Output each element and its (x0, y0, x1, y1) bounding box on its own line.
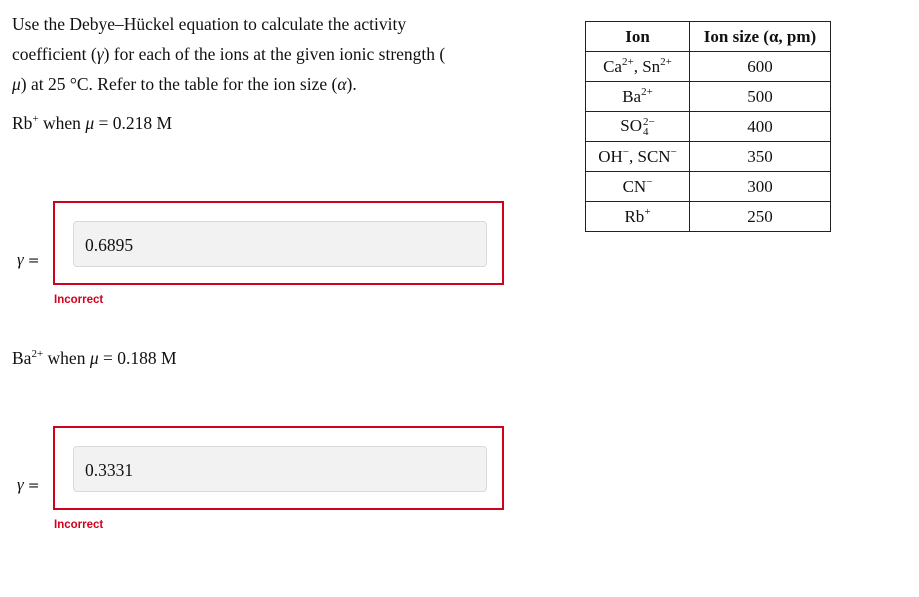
gamma-symbol: γ (17, 475, 24, 494)
size-cell: 400 (690, 112, 831, 142)
ion-symbol: OH (598, 146, 623, 166)
gamma-symbol: γ (96, 44, 104, 64)
ion-cell (586, 112, 690, 142)
ion-charge: 2+ (660, 55, 672, 68)
ion-symbol: SCN (637, 146, 671, 166)
sub-question-rb (12, 113, 172, 134)
table-row (586, 142, 831, 172)
sub-question-ba (12, 348, 177, 369)
table-row (586, 82, 831, 112)
alpha-symbol: α (337, 74, 347, 94)
ion-charge: 2− (643, 116, 655, 129)
answer-box-incorrect (53, 426, 504, 510)
table-row (586, 172, 831, 202)
column-header-size: Ion size (α, pm) (690, 22, 831, 52)
equals-sign: = (103, 348, 113, 368)
mu-symbol: μ (89, 348, 99, 368)
size-cell: 300 (690, 172, 831, 202)
size-cell: 600 (690, 52, 831, 82)
ion-cell (586, 52, 690, 82)
table-row (586, 202, 831, 232)
size-cell: 350 (690, 142, 831, 172)
ion-charge: − (622, 145, 629, 158)
column-header-ion: Ion (586, 22, 690, 52)
ion-symbol: CN (622, 176, 647, 196)
prompt-line-3a: ) at 25 °C. Refer to the table for the ion size ( (20, 74, 338, 94)
ion-name: Ba (12, 348, 32, 368)
ion-symbol: SO (620, 115, 642, 135)
answer-input[interactable]: 0.3331 (73, 446, 487, 492)
equals-sign: = (27, 478, 40, 494)
table-header-row (586, 22, 831, 52)
answer-box-incorrect (53, 201, 504, 285)
ion-size-table (585, 21, 831, 232)
ion-symbol: Ba (622, 86, 642, 106)
prompt-line-3b: ). (346, 74, 357, 94)
status-incorrect: Incorrect (54, 519, 104, 531)
ionic-strength-value: 0.218 M (112, 113, 173, 133)
ion-name: Rb (12, 113, 33, 133)
question-prompt (12, 9, 512, 99)
ion-symbol: Rb (624, 206, 645, 226)
answer-label-gamma (17, 475, 39, 495)
mu-symbol: μ (85, 113, 95, 133)
equals-sign: = (98, 113, 109, 133)
answer-input[interactable]: 0.6895 (73, 221, 487, 267)
ion-cell (586, 142, 690, 172)
prompt-line-2a: coefficient ( (12, 44, 97, 64)
size-cell: 250 (690, 202, 831, 232)
prompt-line-2b: ) for each of the ions at the given ionic strength ( (103, 44, 446, 64)
ion-charge: − (670, 145, 677, 158)
ion-cell (586, 202, 690, 232)
when-text: when (43, 113, 81, 133)
mu-symbol: μ (12, 74, 21, 94)
ion-charge: + (644, 205, 651, 218)
prompt-line-1: Use the Debye–Hückel equation to calculate the activity (12, 14, 407, 34)
ion-charge: 2+ (31, 348, 44, 360)
table-row (586, 52, 831, 82)
ion-cell (586, 82, 690, 112)
size-cell: 500 (690, 82, 831, 112)
separator: , (628, 146, 638, 166)
separator: , (633, 56, 643, 76)
ion-symbol: Ca (603, 56, 622, 76)
when-text: when (47, 348, 86, 368)
ion-subscript: 4 (643, 126, 649, 139)
equals-sign: = (27, 253, 40, 269)
status-incorrect: Incorrect (54, 294, 104, 306)
charge-subscript-stack (643, 117, 655, 137)
ion-charge: + (32, 113, 39, 125)
ion-symbol: Sn (642, 56, 661, 76)
table-row (586, 112, 831, 142)
ion-charge: 2+ (621, 55, 634, 68)
answer-label-gamma (17, 250, 39, 270)
ion-cell (586, 172, 690, 202)
ion-charge: 2+ (641, 85, 653, 98)
ionic-strength-value: 0.188 M (117, 348, 177, 368)
gamma-symbol: γ (17, 250, 24, 269)
ion-charge: − (646, 175, 653, 188)
